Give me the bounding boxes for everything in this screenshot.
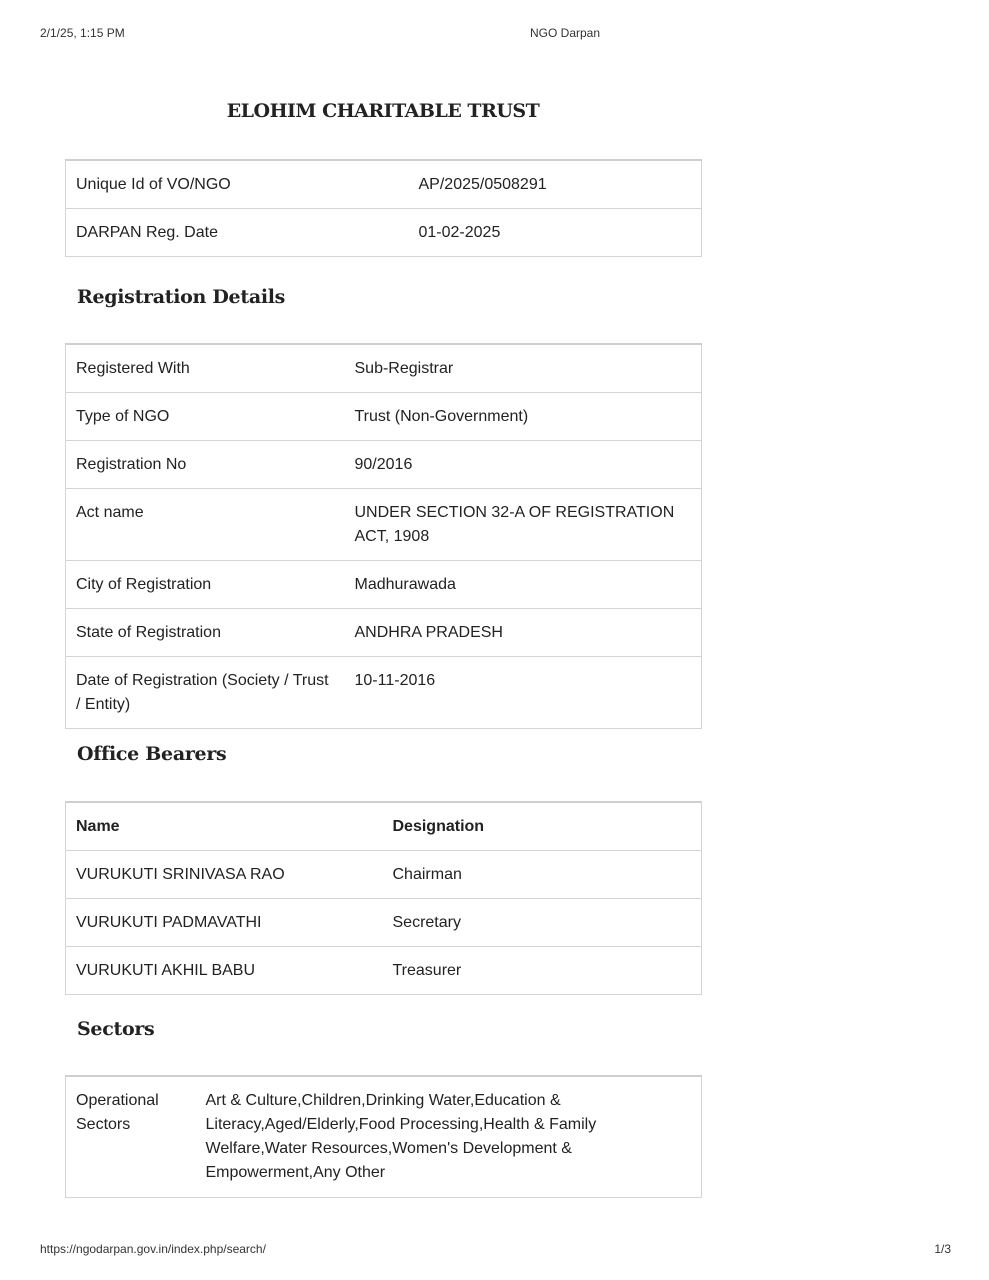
- org-name-title: ELOHIM CHARITABLE TRUST: [226, 100, 540, 122]
- registration-label: Date of Registration (Society / Trust / Entity): [66, 657, 345, 729]
- table-row: [66, 657, 702, 729]
- table-row: [66, 1076, 702, 1198]
- registration-value: Madhurawada: [345, 561, 702, 609]
- column-header-designation: Designation: [383, 802, 702, 851]
- table-header-row: [66, 802, 702, 851]
- bearer-name: VURUKUTI PADMAVATHI: [66, 899, 383, 947]
- table-row: [66, 899, 702, 947]
- page-number: 1/3: [934, 1242, 951, 1256]
- table-row: [66, 947, 702, 995]
- registration-value: 10-11-2016: [345, 657, 702, 729]
- registration-value: UNDER SECTION 32-A OF REGISTRATION ACT, 1908: [345, 489, 702, 561]
- table-row: [66, 441, 702, 489]
- sectors-table: [65, 1075, 702, 1198]
- sectors-value: Art & Culture,Children,Drinking Water,Education & Literacy,Aged/Elderly,Food Processing,Health & Family Welfare,Water Resources,Women's Development & Empowerment,Any Other: [196, 1076, 702, 1198]
- registration-label: Type of NGO: [66, 393, 345, 441]
- identity-value: AP/2025/0508291: [409, 160, 702, 209]
- bearer-designation: Secretary: [383, 899, 702, 947]
- office-bearers-table: [65, 801, 702, 995]
- registration-table: [65, 343, 702, 729]
- table-row: [66, 160, 702, 209]
- registration-label: Registered With: [66, 344, 345, 393]
- registration-label: Act name: [66, 489, 345, 561]
- print-site-title: NGO Darpan: [529, 26, 601, 40]
- table-row: [66, 851, 702, 899]
- column-header-name: Name: [66, 802, 383, 851]
- sectors-heading: Sectors: [77, 1018, 155, 1040]
- bearer-designation: Chairman: [383, 851, 702, 899]
- print-url: https://ngodarpan.gov.in/index.php/search/: [40, 1242, 266, 1256]
- table-row: [66, 209, 702, 257]
- identity-value: 01-02-2025: [409, 209, 702, 257]
- registration-heading: Registration Details: [77, 286, 286, 308]
- bearer-name: VURUKUTI SRINIVASA RAO: [66, 851, 383, 899]
- sectors-label: Operational Sectors: [66, 1076, 196, 1198]
- identity-label: Unique Id of VO/NGO: [66, 160, 409, 209]
- registration-value: Trust (Non-Government): [345, 393, 702, 441]
- registration-value: Sub-Registrar: [345, 344, 702, 393]
- identity-label: DARPAN Reg. Date: [66, 209, 409, 257]
- bearer-name: VURUKUTI AKHIL BABU: [66, 947, 383, 995]
- bearer-designation: Treasurer: [383, 947, 702, 995]
- registration-value: 90/2016: [345, 441, 702, 489]
- table-row: [66, 561, 702, 609]
- table-row: [66, 609, 702, 657]
- registration-label: State of Registration: [66, 609, 345, 657]
- registration-value: ANDHRA PRADESH: [345, 609, 702, 657]
- identity-table: [65, 159, 702, 257]
- print-datetime: 2/1/25, 1:15 PM: [40, 26, 125, 40]
- office-bearers-heading: Office Bearers: [77, 743, 227, 765]
- registration-label: Registration No: [66, 441, 345, 489]
- table-row: [66, 344, 702, 393]
- table-row: [66, 393, 702, 441]
- table-row: [66, 489, 702, 561]
- registration-label: City of Registration: [66, 561, 345, 609]
